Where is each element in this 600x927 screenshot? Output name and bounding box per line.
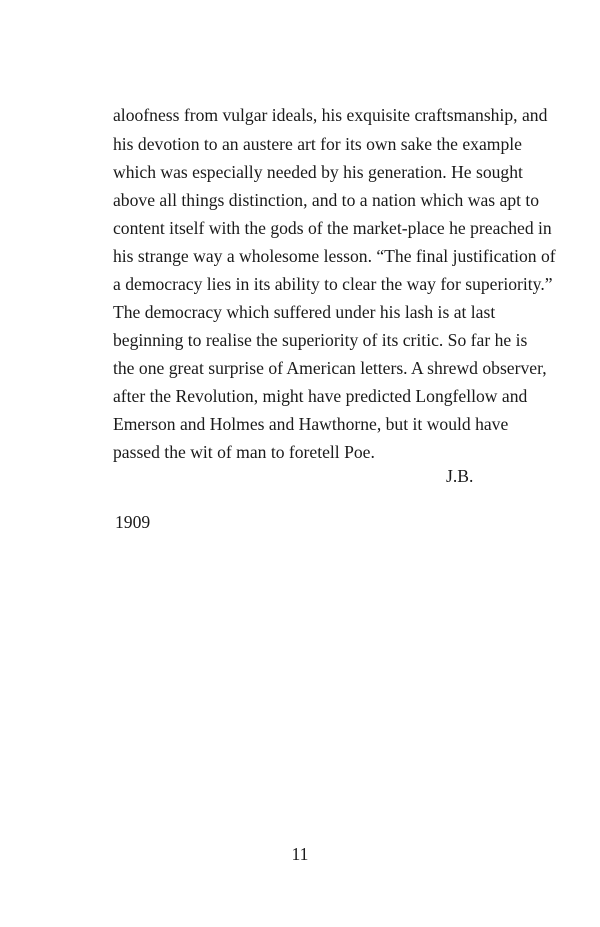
- date-line: 1909: [115, 512, 151, 532]
- text-line: beginning to realise the superiority of its critic. So far he is: [113, 330, 528, 350]
- text-line: above all things distinction, and to a nation which was apt to: [113, 190, 540, 210]
- text-line: passed the wit of man to foretell Poe.: [113, 442, 375, 462]
- text-line: Emerson and Holmes and Hawthorne, but it would have: [113, 414, 509, 434]
- text-line: the one great surprise of American letters. A shrewd observer,: [113, 358, 547, 378]
- text-line: content itself with the gods of the market-place he preached in: [113, 218, 552, 238]
- text-line: a democracy lies in its ability to clear the way for superiority.”: [113, 274, 553, 294]
- text-line: which was especially needed by his generation. He sought: [113, 162, 523, 182]
- text-line: after the Revolution, might have predicted Longfellow and: [113, 386, 528, 406]
- page-number: 11: [291, 844, 309, 864]
- author-signature: J.B.: [446, 466, 474, 486]
- text-line: his strange way a wholesome lesson. “The final justification of: [113, 246, 556, 266]
- text-line: his devotion to an austere art for its own sake the example: [113, 134, 522, 154]
- text-line: The democracy which suffered under his lash is at last: [113, 302, 496, 322]
- text-line: aloofness from vulgar ideals, his exquisite craftsmanship, and: [113, 105, 548, 125]
